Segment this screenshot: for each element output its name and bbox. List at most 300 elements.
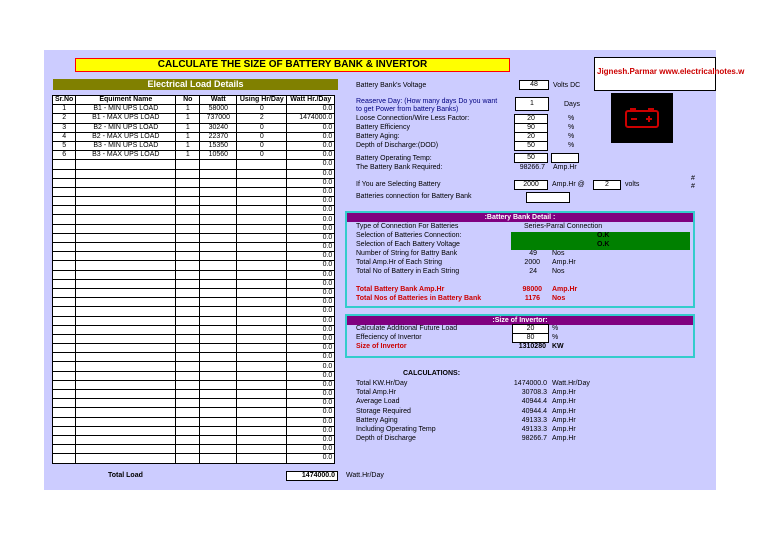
- cell-watt-hr[interactable]: 0.0: [287, 288, 335, 297]
- cell-srno[interactable]: [53, 233, 76, 242]
- cell-watt-hr[interactable]: 0.0: [287, 353, 335, 362]
- cell-equipment[interactable]: [76, 399, 176, 408]
- table-row: [53, 206, 335, 215]
- inverter-eff-input[interactable]: 80: [512, 333, 549, 343]
- cell-watt-hr[interactable]: 0.0: [287, 123, 335, 132]
- calc-unit: Amp.Hr: [552, 426, 576, 433]
- cell-srno[interactable]: 6: [53, 151, 76, 160]
- cell-equipment[interactable]: [76, 270, 176, 279]
- future-load-label: Calculate Additional Future Load: [356, 325, 458, 332]
- cell-watt[interactable]: [200, 435, 237, 444]
- electrical-load-details-header: Electrical Load Details: [53, 79, 338, 90]
- battery-efficiency-input[interactable]: 90: [514, 123, 548, 133]
- total-load-value: 1474000.0: [286, 471, 338, 481]
- cell-watt-hr[interactable]: 0.0: [287, 344, 335, 353]
- cell-srno[interactable]: [53, 261, 76, 270]
- cell-watt[interactable]: [200, 454, 237, 463]
- sel-volt-status: O.K: [597, 241, 610, 248]
- cell-no[interactable]: [176, 399, 200, 408]
- cell-equipment[interactable]: [76, 160, 176, 169]
- cell-no[interactable]: [176, 454, 200, 463]
- cell-hours[interactable]: [237, 261, 287, 270]
- battery-aging-label: Battery Aging:: [356, 133, 400, 140]
- future-load-input[interactable]: 20: [512, 324, 549, 334]
- table-row: [53, 316, 335, 325]
- cell-hours[interactable]: [237, 417, 287, 426]
- cell-hours[interactable]: [237, 169, 287, 178]
- cell-watt-hr[interactable]: 0.0: [287, 426, 335, 435]
- cell-watt[interactable]: [200, 325, 237, 334]
- cell-no[interactable]: [176, 417, 200, 426]
- table-row: [53, 160, 335, 169]
- cell-srno[interactable]: [53, 334, 76, 343]
- cell-equipment[interactable]: [76, 371, 176, 380]
- cell-watt-hr[interactable]: 0.0: [287, 160, 335, 169]
- cell-watt[interactable]: 58000: [200, 105, 237, 114]
- cell-watt[interactable]: [200, 224, 237, 233]
- string-ah-unit: Amp.Hr: [552, 259, 576, 266]
- cell-srno[interactable]: 2: [53, 114, 76, 123]
- cell-srno[interactable]: [53, 288, 76, 297]
- cell-equipment[interactable]: B1 - MAX UPS LOAD: [76, 114, 176, 123]
- table-row: [53, 353, 335, 362]
- cell-no[interactable]: [176, 261, 200, 270]
- cell-watt-hr[interactable]: 0.0: [287, 298, 335, 307]
- cell-watt[interactable]: [200, 380, 237, 389]
- cell-hours[interactable]: [237, 371, 287, 380]
- cell-no[interactable]: 1: [176, 151, 200, 160]
- cell-watt-hr[interactable]: 0.0: [287, 316, 335, 325]
- cell-equipment[interactable]: [76, 224, 176, 233]
- cell-srno[interactable]: [53, 279, 76, 288]
- cell-watt-hr[interactable]: 0.0: [287, 105, 335, 114]
- cell-hours[interactable]: [237, 279, 287, 288]
- cell-watt-hr[interactable]: 0.0: [287, 417, 335, 426]
- selecting-battery-label: If You are Selecting Battery: [356, 181, 441, 188]
- cell-hours[interactable]: 0: [237, 123, 287, 132]
- cell-hours[interactable]: [237, 197, 287, 206]
- cell-watt[interactable]: [200, 334, 237, 343]
- cell-equipment[interactable]: [76, 298, 176, 307]
- battery-efficiency-label: Battery Efficiency: [356, 124, 410, 131]
- calc-label: Average Load: [356, 398, 400, 406]
- cell-no[interactable]: [176, 344, 200, 353]
- cell-watt-hr[interactable]: 0.0: [287, 206, 335, 215]
- cell-hours[interactable]: [237, 224, 287, 233]
- cell-equipment[interactable]: [76, 344, 176, 353]
- cell-hours[interactable]: [237, 233, 287, 242]
- cell-hours[interactable]: [237, 252, 287, 261]
- cell-equipment[interactable]: [76, 390, 176, 399]
- cell-srno[interactable]: [53, 390, 76, 399]
- cell-watt[interactable]: [200, 371, 237, 380]
- cell-watt-hr[interactable]: 0.0: [287, 141, 335, 150]
- cell-srno[interactable]: [53, 224, 76, 233]
- cell-hours[interactable]: [237, 380, 287, 389]
- selecting-ah-unit: Amp.Hr @: [552, 181, 585, 188]
- cell-watt-hr[interactable]: 0.0: [287, 261, 335, 270]
- table-row: [53, 270, 335, 279]
- cell-srno[interactable]: [53, 435, 76, 444]
- cell-watt-hr[interactable]: 0.0: [287, 224, 335, 233]
- cell-hours[interactable]: [237, 187, 287, 196]
- bank-required-value: 98266.7: [519, 164, 545, 171]
- cell-srno[interactable]: [53, 426, 76, 435]
- cell-watt-hr[interactable]: 0.0: [287, 178, 335, 187]
- cell-hours[interactable]: [237, 408, 287, 417]
- cell-hours[interactable]: [237, 445, 287, 454]
- selecting-ah-input[interactable]: 2000: [514, 180, 548, 190]
- cell-hours[interactable]: [237, 454, 287, 463]
- battery-aging-input[interactable]: 20: [514, 132, 548, 142]
- cell-watt-hr[interactable]: 0.0: [287, 334, 335, 343]
- cell-watt-hr[interactable]: 0.0: [287, 408, 335, 417]
- cell-equipment[interactable]: [76, 380, 176, 389]
- cell-equipment[interactable]: B1 - MIN UPS LOAD: [76, 105, 176, 114]
- cell-watt-hr[interactable]: 0.0: [287, 362, 335, 371]
- cell-srno[interactable]: [53, 307, 76, 316]
- cell-hours[interactable]: [237, 353, 287, 362]
- cell-no[interactable]: [176, 279, 200, 288]
- cell-srno[interactable]: [53, 325, 76, 334]
- cell-no[interactable]: [176, 408, 200, 417]
- cell-watt-hr[interactable]: 0.0: [287, 445, 335, 454]
- cell-watt-hr[interactable]: 0.0: [287, 325, 335, 334]
- cell-hours[interactable]: [237, 399, 287, 408]
- loose-connection-input[interactable]: 20: [514, 114, 548, 124]
- calc-unit: Amp.Hr: [552, 435, 576, 443]
- cell-no[interactable]: 1: [176, 105, 200, 114]
- cell-hours[interactable]: 0: [237, 105, 287, 114]
- reserve-day-input[interactable]: 1: [515, 97, 549, 111]
- cell-srno[interactable]: [53, 362, 76, 371]
- cell-srno[interactable]: [53, 298, 76, 307]
- cell-no[interactable]: [176, 178, 200, 187]
- cell-watt-hr[interactable]: 0.0: [287, 187, 335, 196]
- calc-unit: Amp.Hr: [552, 389, 576, 397]
- cell-hours[interactable]: [237, 390, 287, 399]
- cell-hours[interactable]: [237, 298, 287, 307]
- cell-equipment[interactable]: [76, 261, 176, 270]
- bank-voltage-input[interactable]: 48: [519, 80, 549, 90]
- cell-srno[interactable]: [53, 371, 76, 380]
- cell-srno[interactable]: [53, 270, 76, 279]
- cell-no[interactable]: [176, 169, 200, 178]
- battery-aging-pct: %: [568, 133, 575, 140]
- cell-srno[interactable]: [53, 206, 76, 215]
- cell-hours[interactable]: [237, 435, 287, 444]
- cell-watt-hr[interactable]: 0.0: [287, 279, 335, 288]
- cell-no[interactable]: [176, 426, 200, 435]
- cell-watt[interactable]: [200, 362, 237, 371]
- cell-hours[interactable]: 2: [237, 114, 287, 123]
- cell-watt-hr[interactable]: 0.0: [287, 151, 335, 160]
- cell-no[interactable]: 1: [176, 141, 200, 150]
- calc-label: Including Operating Temp: [356, 426, 436, 433]
- inverter-eff-pct: %: [552, 334, 559, 341]
- cell-srno[interactable]: [53, 399, 76, 408]
- cell-no[interactable]: [176, 325, 200, 334]
- calc-unit: Amp.Hr: [552, 398, 576, 406]
- cell-srno[interactable]: [53, 316, 76, 325]
- cell-srno[interactable]: [53, 187, 76, 196]
- cell-no[interactable]: [176, 362, 200, 371]
- cell-watt-hr[interactable]: 0.0: [287, 435, 335, 444]
- cell-no[interactable]: [176, 445, 200, 454]
- cell-watt-hr[interactable]: 0.0: [287, 270, 335, 279]
- cell-watt[interactable]: [200, 252, 237, 261]
- cell-no[interactable]: [176, 353, 200, 362]
- cell-watt-hr[interactable]: 0.0: [287, 390, 335, 399]
- table-row: [53, 371, 335, 380]
- calc-label: Battery Aging: [356, 416, 398, 424]
- cell-equipment[interactable]: [76, 197, 176, 206]
- cell-hours[interactable]: 0: [237, 132, 287, 141]
- cell-srno[interactable]: [53, 215, 76, 224]
- calc-value: 98266.7: [521, 435, 547, 443]
- cell-watt[interactable]: 737000: [200, 114, 237, 123]
- cell-equipment[interactable]: [76, 243, 176, 252]
- dod-pct: %: [568, 142, 575, 149]
- cell-watt[interactable]: [200, 169, 237, 178]
- cell-no[interactable]: [176, 435, 200, 444]
- cell-equipment[interactable]: B2 - MAX UPS LOAD: [76, 132, 176, 141]
- cell-no[interactable]: [176, 316, 200, 325]
- cell-watt[interactable]: 22370: [200, 132, 237, 141]
- cell-equipment[interactable]: [76, 233, 176, 242]
- cell-equipment[interactable]: [76, 325, 176, 334]
- connection-input[interactable]: [526, 192, 570, 203]
- cell-no[interactable]: [176, 334, 200, 343]
- cell-hours[interactable]: [237, 243, 287, 252]
- cell-hours[interactable]: [237, 426, 287, 435]
- cell-watt-hr[interactable]: 0.0: [287, 454, 335, 463]
- table-row: [53, 252, 335, 261]
- cell-equipment[interactable]: [76, 417, 176, 426]
- cell-srno[interactable]: [53, 169, 76, 178]
- cell-srno[interactable]: [53, 353, 76, 362]
- cell-srno[interactable]: [53, 344, 76, 353]
- cell-no[interactable]: 1: [176, 114, 200, 123]
- cell-equipment[interactable]: [76, 288, 176, 297]
- total-batteries-value: 1176: [524, 295, 540, 302]
- cell-equipment[interactable]: B3 - MIN UPS LOAD: [76, 141, 176, 150]
- reserve-day-unit: Days: [564, 101, 580, 108]
- cell-watt[interactable]: 15350: [200, 141, 237, 150]
- cell-equipment[interactable]: [76, 169, 176, 178]
- cell-watt[interactable]: [200, 344, 237, 353]
- cell-hours[interactable]: [237, 178, 287, 187]
- cell-no[interactable]: [176, 270, 200, 279]
- cell-watt-hr[interactable]: 0.0: [287, 307, 335, 316]
- cell-watt[interactable]: [200, 206, 237, 215]
- operating-temp-extra-cell[interactable]: [551, 153, 579, 163]
- cell-equipment[interactable]: [76, 206, 176, 215]
- cell-no[interactable]: [176, 187, 200, 196]
- cell-equipment[interactable]: [76, 178, 176, 187]
- cell-watt[interactable]: 10560: [200, 151, 237, 160]
- cell-no[interactable]: [176, 233, 200, 242]
- table-row: [53, 233, 335, 242]
- table-row: [53, 399, 335, 408]
- cell-hours[interactable]: [237, 307, 287, 316]
- cell-no[interactable]: [176, 390, 200, 399]
- cell-srno[interactable]: [53, 454, 76, 463]
- cell-no[interactable]: [176, 243, 200, 252]
- cell-equipment[interactable]: [76, 362, 176, 371]
- table-row: [53, 362, 335, 371]
- cell-watt[interactable]: [200, 178, 237, 187]
- cell-srno[interactable]: [53, 417, 76, 426]
- cell-equipment[interactable]: B2 - MIN UPS LOAD: [76, 123, 176, 132]
- cell-watt[interactable]: [200, 288, 237, 297]
- string-ah-label: Total Amp.Hr of Each String: [356, 259, 442, 266]
- cell-hours[interactable]: 0: [237, 141, 287, 150]
- reserve-day-label-1: Reaserve Day: (How many days Do you want: [356, 98, 498, 105]
- cell-watt[interactable]: [200, 197, 237, 206]
- cell-srno[interactable]: [53, 197, 76, 206]
- cell-watt[interactable]: [200, 417, 237, 426]
- cell-srno[interactable]: [53, 380, 76, 389]
- cell-watt-hr[interactable]: 0.0: [287, 169, 335, 178]
- table-row: [53, 224, 335, 233]
- cell-equipment[interactable]: [76, 316, 176, 325]
- cell-hours[interactable]: [237, 344, 287, 353]
- cell-srno[interactable]: [53, 160, 76, 169]
- cell-watt-hr[interactable]: 0.0: [287, 371, 335, 380]
- cell-srno[interactable]: [53, 445, 76, 454]
- cell-no[interactable]: [176, 215, 200, 224]
- selecting-volts-input[interactable]: 2: [593, 180, 621, 190]
- cell-hours[interactable]: [237, 270, 287, 279]
- cell-watt-hr[interactable]: 0.0: [287, 215, 335, 224]
- cell-srno[interactable]: [53, 252, 76, 261]
- cell-no[interactable]: 1: [176, 132, 200, 141]
- cell-watt-hr[interactable]: 0.0: [287, 399, 335, 408]
- cell-hours[interactable]: [237, 206, 287, 215]
- cell-watt[interactable]: 30240: [200, 123, 237, 132]
- cell-equipment[interactable]: [76, 435, 176, 444]
- cell-srno[interactable]: 1: [53, 105, 76, 114]
- cell-hours[interactable]: [237, 362, 287, 371]
- cell-hours[interactable]: [237, 215, 287, 224]
- cell-watt-hr[interactable]: 0.0: [287, 233, 335, 242]
- cell-watt[interactable]: [200, 399, 237, 408]
- cell-srno[interactable]: 4: [53, 132, 76, 141]
- cell-no[interactable]: [176, 298, 200, 307]
- author-link-box[interactable]: Jignesh.Parmar www.electricalnotes.w: [594, 57, 716, 91]
- cell-watt[interactable]: [200, 316, 237, 325]
- total-bank-ah-unit: Amp.Hr: [552, 286, 578, 293]
- cell-watt-hr[interactable]: 0.0: [287, 380, 335, 389]
- cell-equipment[interactable]: [76, 279, 176, 288]
- cell-watt[interactable]: [200, 445, 237, 454]
- dod-input[interactable]: 50: [514, 141, 548, 151]
- cell-hours[interactable]: [237, 288, 287, 297]
- future-load-pct: %: [552, 325, 559, 332]
- cell-equipment[interactable]: [76, 445, 176, 454]
- cell-watt[interactable]: [200, 390, 237, 399]
- cell-watt-hr[interactable]: 0.0: [287, 252, 335, 261]
- sel-volt-label: Selection of Each Battery Voltage: [356, 241, 460, 248]
- cell-watt[interactable]: [200, 215, 237, 224]
- cell-watt-hr[interactable]: 0.0: [287, 243, 335, 252]
- cell-watt[interactable]: [200, 160, 237, 169]
- dod-label: Depth of Discharge:(DOD): [356, 142, 439, 149]
- cell-srno[interactable]: [53, 178, 76, 187]
- cell-watt[interactable]: [200, 408, 237, 417]
- cell-equipment[interactable]: [76, 252, 176, 261]
- cell-equipment[interactable]: [76, 215, 176, 224]
- loose-connection-label: Loose Connection/Wire Less Factor:: [356, 115, 470, 122]
- table-row: [53, 435, 335, 444]
- cell-equipment[interactable]: [76, 408, 176, 417]
- cell-srno[interactable]: 3: [53, 123, 76, 132]
- cell-watt[interactable]: [200, 353, 237, 362]
- cell-hours[interactable]: 0: [237, 151, 287, 160]
- cell-watt[interactable]: [200, 298, 237, 307]
- cell-equipment[interactable]: [76, 426, 176, 435]
- operating-temp-input[interactable]: 50: [514, 153, 548, 163]
- cell-srno[interactable]: 5: [53, 141, 76, 150]
- sel-conn-status: O.K: [597, 232, 610, 239]
- cell-hours[interactable]: [237, 316, 287, 325]
- cell-watt[interactable]: [200, 233, 237, 242]
- cell-hours[interactable]: [237, 160, 287, 169]
- calc-value: 49133.3: [521, 416, 547, 424]
- cell-no[interactable]: [176, 206, 200, 215]
- table-row: [53, 197, 335, 206]
- cell-watt[interactable]: [200, 243, 237, 252]
- cell-no[interactable]: [176, 197, 200, 206]
- col-header-no: No: [176, 96, 200, 105]
- cell-no[interactable]: 1: [176, 123, 200, 132]
- bank-voltage-label: Battery Bank's Voltage: [356, 82, 427, 89]
- strings-value: 49: [529, 250, 537, 257]
- cell-watt[interactable]: [200, 426, 237, 435]
- cell-watt[interactable]: [200, 307, 237, 316]
- cell-watt[interactable]: [200, 279, 237, 288]
- cell-srno[interactable]: [53, 408, 76, 417]
- cell-equipment[interactable]: [76, 454, 176, 463]
- sel-conn-label: Selection of Batteries Connection:: [356, 232, 462, 239]
- cell-equipment[interactable]: [76, 334, 176, 343]
- cell-no[interactable]: [176, 307, 200, 316]
- selecting-volts-unit: volts: [625, 181, 640, 188]
- cell-no[interactable]: [176, 288, 200, 297]
- cell-no[interactable]: [176, 380, 200, 389]
- cell-equipment[interactable]: [76, 307, 176, 316]
- inverter-eff-label: Effeciency of Invertor: [356, 334, 422, 341]
- cell-equipment[interactable]: B3 - MAX UPS LOAD: [76, 151, 176, 160]
- cell-watt-hr[interactable]: 0.0: [287, 197, 335, 206]
- cell-watt[interactable]: [200, 187, 237, 196]
- cell-no[interactable]: [176, 371, 200, 380]
- cell-no[interactable]: [176, 224, 200, 233]
- cell-no[interactable]: [176, 252, 200, 261]
- cell-watt[interactable]: [200, 270, 237, 279]
- cell-hours[interactable]: [237, 325, 287, 334]
- cell-no[interactable]: [176, 160, 200, 169]
- cell-equipment[interactable]: [76, 353, 176, 362]
- cell-watt-hr[interactable]: 1474000.0: [287, 114, 335, 123]
- table-row: [53, 454, 335, 463]
- cell-watt[interactable]: [200, 261, 237, 270]
- cell-srno[interactable]: [53, 243, 76, 252]
- cell-hours[interactable]: [237, 334, 287, 343]
- cell-watt-hr[interactable]: 0.0: [287, 132, 335, 141]
- cell-equipment[interactable]: [76, 187, 176, 196]
